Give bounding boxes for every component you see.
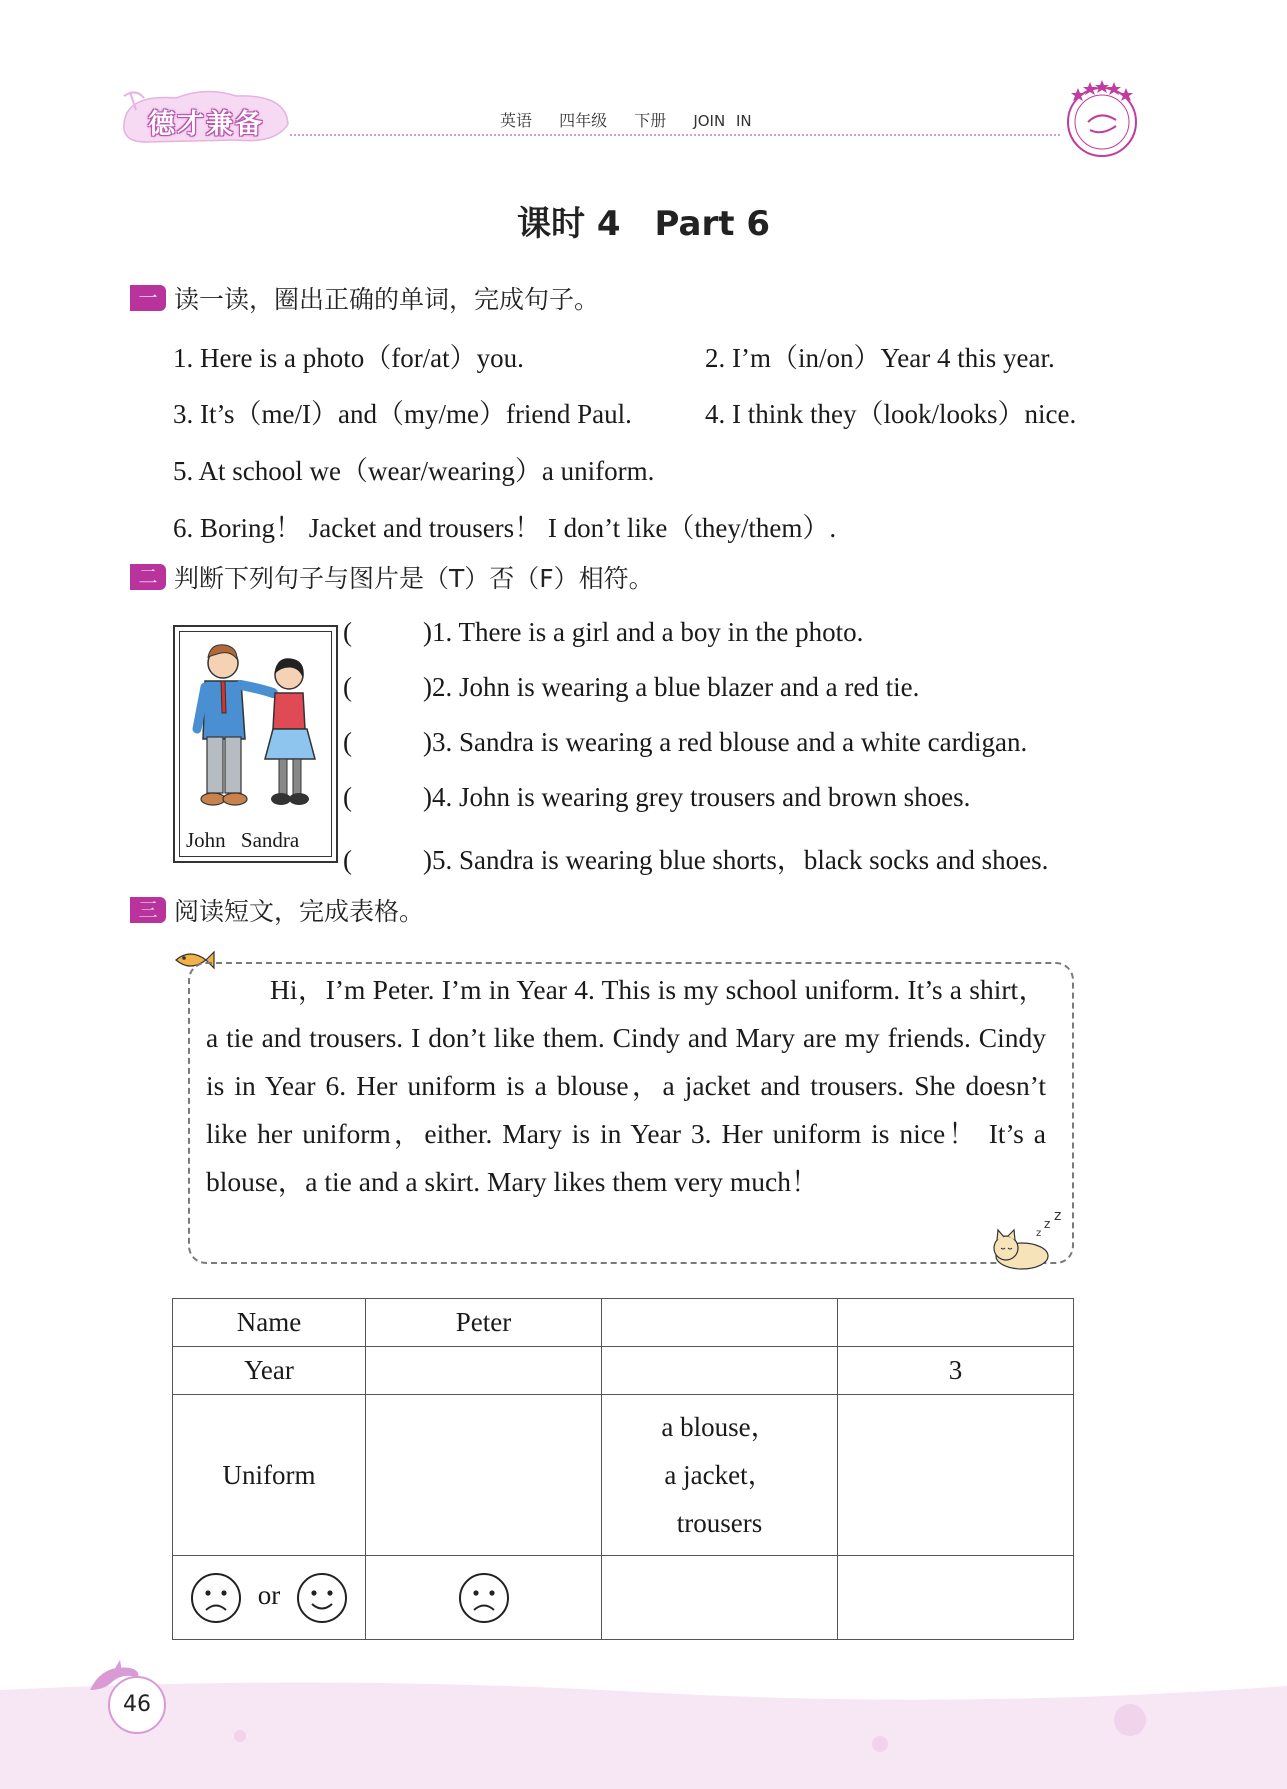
exercise-1-item-2: 2. I’m（in/on）Year 4 this year.: [705, 343, 1055, 373]
svg-text:z: z: [1054, 1212, 1062, 1224]
feeling-cell-3[interactable]: [838, 1556, 1074, 1640]
or-label: or: [257, 1579, 281, 1610]
name-cell-3[interactable]: [838, 1299, 1074, 1347]
answer-blank[interactable]: (: [343, 617, 352, 647]
answer-table: [172, 1298, 1074, 1640]
page-number: 46: [108, 1676, 166, 1734]
svg-text:z: z: [1036, 1228, 1042, 1239]
photo-caption: John Sandra: [186, 828, 300, 852]
svg-text:z: z: [1044, 1217, 1051, 1231]
reading-passage: [206, 966, 1046, 1206]
table-row-uniform: [173, 1395, 1074, 1556]
uniform-cell-2[interactable]: [602, 1395, 838, 1556]
row-label-uniform: Uniform: [173, 1395, 366, 1556]
section-3-instruction: 阅读短文，完成表格。: [174, 897, 425, 926]
uniform-item: trousers: [676, 1508, 763, 1538]
section-2-heading: [130, 562, 654, 592]
section-1-heading: [130, 283, 599, 313]
publisher-seal-icon: [1060, 76, 1144, 160]
grade-label: 四年级: [559, 111, 608, 130]
uniform-cell-3[interactable]: [838, 1395, 1074, 1556]
table-row-name: [173, 1299, 1074, 1347]
row-label-name: Name: [173, 1299, 366, 1347]
tf-item-4: ( )4. John is wearing grey trousers and brown shoes.: [343, 782, 971, 812]
passage-text: Hi，I’m Peter. I’m in Year 4. This is my school uniform. It’s a shirt，a tie and trousers. I don’t like them. Cindy and Mary are my friends. Cindy is in Year 6. Her uniform is a blouse，a jacket and trousers. She doesn’t like her uniform，either. Mary is in Year 3. Her uniform is nice！ It’s a blouse，a tie and a skirt. Mary likes them very much！: [206, 974, 1046, 1197]
section-3-heading: [130, 895, 424, 925]
feeling-cell-1[interactable]: [366, 1556, 602, 1640]
answer-blank[interactable]: (: [343, 672, 352, 702]
exercise-1-item-6: 6. Boring！ Jacket and trousers！ I don’t like（they/them）.: [173, 513, 837, 543]
feeling-cell-2[interactable]: [602, 1556, 838, 1640]
sleeping-cat-icon: [984, 1212, 1074, 1274]
tf-item-5: ( )5. Sandra is wearing blue shorts，black socks and shoes.: [343, 845, 1049, 875]
uniform-item: a blouse，: [661, 1412, 778, 1442]
sad-face-icon: [457, 1571, 511, 1625]
exercise-1-item-1: 1. Here is a photo（for/at）you.: [173, 343, 524, 373]
row-label-year: Year: [173, 1347, 366, 1395]
tf-item-2: ( )2. John is wearing a blue blazer and a red tie.: [343, 672, 920, 702]
uniform-cell-1[interactable]: [366, 1395, 602, 1556]
exercise-1-item-5: 5. At school we（wear/wearing）a uniform.: [173, 456, 655, 486]
section-3-badge: 三: [130, 897, 166, 923]
edition-label: JOIN IN: [693, 112, 752, 130]
subject-label: 英语: [500, 111, 533, 130]
year-cell-1[interactable]: [366, 1347, 602, 1395]
volume-label: 下册: [634, 111, 667, 130]
answer-blank[interactable]: (: [343, 727, 352, 757]
header-divider: [290, 134, 1060, 136]
sad-face-icon: [189, 1571, 243, 1625]
uniform-item: a jacket，: [664, 1460, 775, 1490]
section-2-instruction: 判断下列句子与图片是（T）否（F）相符。: [174, 564, 654, 593]
header-book-info: [500, 108, 768, 131]
tf-item-3: ( )3. Sandra is wearing a red blouse and a white cardigan.: [343, 727, 1028, 757]
page-title: 课时 4 Part 6: [517, 204, 770, 244]
footer-wave: [0, 1680, 1287, 1789]
row-label-feeling: [173, 1556, 366, 1640]
name-cell-2[interactable]: [602, 1299, 838, 1347]
answer-blank[interactable]: (: [343, 782, 352, 812]
exercise-1-item-3: 3. It’s（me/I）and（my/me）friend Paul.: [173, 399, 632, 429]
year-cell-2[interactable]: [602, 1347, 838, 1395]
section-1-badge: 一: [130, 285, 166, 311]
table-row-feeling: [173, 1556, 1074, 1640]
children-illustration: [181, 633, 331, 823]
answer-blank[interactable]: (: [343, 845, 352, 875]
table-row-year: [173, 1347, 1074, 1395]
brand-logo-text: 德才兼备: [148, 109, 264, 140]
name-cell-1[interactable]: Peter: [366, 1299, 602, 1347]
section-1-instruction: 读一读，圈出正确的单词，完成句子。: [174, 285, 600, 314]
year-cell-3[interactable]: 3: [838, 1347, 1074, 1395]
tf-item-1: ( )1. There is a girl and a boy in the photo.: [343, 617, 864, 647]
happy-face-icon: [295, 1571, 349, 1625]
section-2-badge: 二: [130, 564, 166, 590]
exercise-1-item-4: 4. I think they（look/looks）nice.: [705, 399, 1077, 429]
